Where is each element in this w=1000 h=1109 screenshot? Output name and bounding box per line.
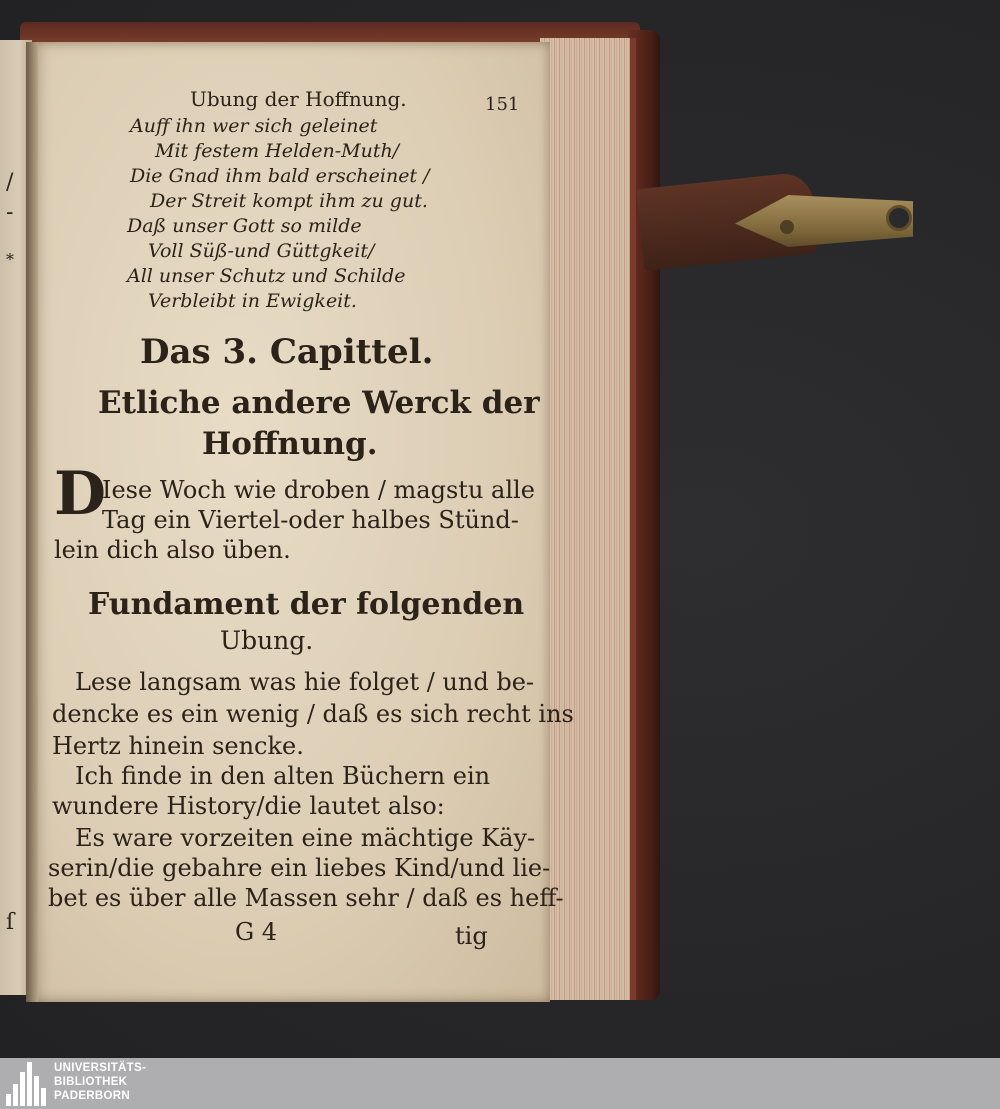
body-line: serin/die gebahre ein liebes Kind/und lie- [48, 854, 551, 882]
section-title-2: Ubung. [220, 626, 314, 655]
body-line: Ich finde in den alten Büchern ein [75, 762, 491, 790]
body-line: Lese langsam was hie folget / und be- [75, 668, 535, 696]
verse-line: Der Streit kompt ihm zu gut. [150, 190, 428, 212]
body-line: dencke es ein wenig / daß es sich recht ins [52, 700, 574, 728]
verse-line: Mit festem Helden-Muth/ [155, 140, 400, 162]
chapter-subtitle: Etliche andere Werck der [98, 385, 540, 421]
chapter-title: Das 3. Capittel. [140, 332, 434, 372]
paragraph-line: Iese Woch wie droben / magstu alle [102, 476, 535, 504]
left-page-mark: ſ [6, 910, 15, 935]
verse-line: All unser Schutz und Schilde [127, 265, 406, 287]
verse-line: Die Gnad ihm bald erscheinet / [130, 165, 430, 187]
running-head: Ubung der Hoffnung. [190, 87, 407, 111]
left-page-mark: * [6, 250, 14, 269]
left-page-mark: - [6, 200, 14, 225]
body-line: Hertz hinein sencke. [52, 732, 304, 760]
verse-line: Auff ihn wer sich geleinet [130, 115, 378, 137]
page-number: 151 [485, 94, 520, 115]
paragraph-line: lein dich also üben. [54, 536, 291, 564]
drop-cap: D [54, 459, 107, 529]
verse-line: Verbleibt in Ewigkeit. [148, 290, 357, 312]
section-title: Fundament der folgenden [88, 587, 525, 622]
library-name-line: BIBLIOTHEK [54, 1076, 128, 1088]
body-line: wundere History/die lautet also: [52, 792, 445, 820]
signature-mark: G 4 [235, 918, 278, 946]
library-name-line: PADERBORN [54, 1090, 130, 1102]
body-line: Es ware vorzeiten eine mächtige Käy- [75, 824, 536, 852]
library-name-line: UNIVERSITÄTS- [54, 1062, 147, 1074]
footer-bar [0, 1058, 1000, 1109]
page-block-edges [540, 38, 636, 1000]
catchword: tig [455, 922, 488, 950]
page-gutter [26, 42, 38, 1002]
verse-line: Voll Süß-und Güttgkeit/ [148, 240, 375, 262]
paragraph-line: Tag ein Viertel-oder halbes Stünd- [102, 506, 519, 534]
clasp-rivet [780, 220, 794, 234]
chapter-subtitle: Hoffnung. [202, 426, 378, 462]
clasp-hole [886, 205, 912, 231]
body-line: bet es über alle Massen sehr / daß es heff- [48, 884, 564, 912]
right-page [30, 42, 574, 1002]
library-logo-icon [4, 1062, 46, 1106]
library-name [54, 1061, 146, 1103]
left-page-mark: / [6, 170, 14, 195]
verse-line: Daß unser Gott so milde [127, 215, 362, 237]
